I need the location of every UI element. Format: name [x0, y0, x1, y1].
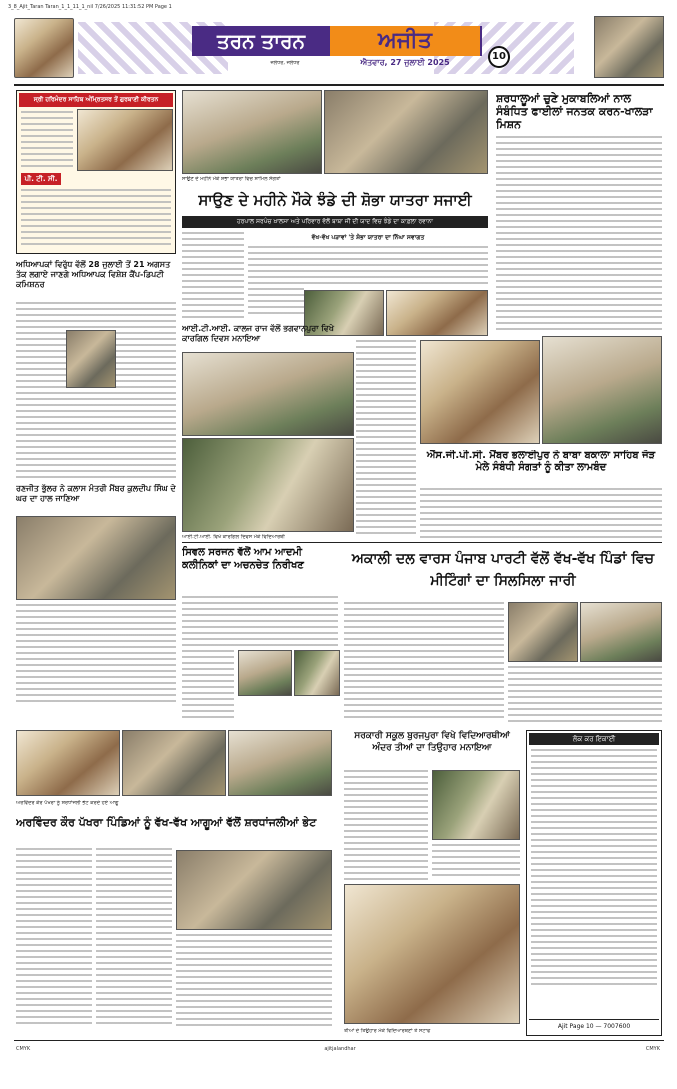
akali-photo-1	[508, 602, 578, 662]
civil-photo-2	[294, 650, 340, 696]
school-headline: ਸਰਕਾਰੀ ਸਕੂਲ ਬੁਰਜਪੁਰਾ ਵਿਖੇ ਵਿਦਿਆਰਥੀਆਂ ਅੰਦਰ ਤੀਆਂ ਦਾ ਤਿਉਹਾਰ ਮਨਾਇਆ	[354, 731, 510, 753]
golden-temple-image	[77, 109, 173, 171]
school-photo-2	[344, 884, 520, 1024]
lok-ad-header: ਲੋਕ ਕਰ ਇਕਾਈ	[529, 733, 659, 745]
akali-story-text-b	[508, 666, 662, 722]
footer-rule	[14, 1040, 664, 1041]
lok-ad	[526, 730, 662, 1036]
footer-right: CMYK	[645, 1046, 660, 1052]
tribute-headline: ਅਰਵਿੰਦਰ ਕੌਰ ਪੱਖਰਾ ਪਿੰਡਿਆਂ ਨੂੰ ਵੱਖ-ਵੱਖ ਆਗੂਆਂ ਵੱਲੋਂ ਸ਼ਰਧਾਂਜਲੀਆਂ ਭੇਟ	[16, 816, 317, 829]
tribute-story-text-a	[16, 848, 92, 1024]
main-story-text-b	[248, 246, 488, 286]
gurbani-ad-text	[21, 111, 73, 171]
left-headline-1: ਅਧਿਆਪਕਾਂ ਵਿਰੁੱਧ ਵੱਲੋਂ 28 ਜੁਲਾਈ ਤੋਂ 21 ਅਗਸਤ ਤੱਕ ਲਗਾਏ ਜਾਣਗੇ ਅਧਿਆਪਕ ਵਿਸ਼ੇਸ਼ ਕੈਂਪ-ਡਿਪਟੀ ਕਮਿਸ਼ਨਰ	[16, 260, 171, 289]
tribute-story-text-b	[96, 848, 172, 1024]
main-story-text-c	[248, 288, 304, 318]
main-kicker: ਵੱਖ-ਵੱਖ ਪੜਾਵਾਂ 'ਤੇ ਸ਼ੋਭਾ ਯਾਤਰਾ ਦਾ ਨਿੱਘਾ ਸਵਾਗਤ	[311, 234, 425, 241]
bhullar-photo	[16, 516, 176, 600]
masthead-date: ਐਤਵਾਰ, 27 ਜੁਲਾਈ 2025	[360, 58, 450, 67]
left-story-2-text	[16, 604, 176, 704]
masthead-title-left: ਤਰਨ ਤਾਰਨ	[216, 29, 306, 53]
footer-left: CMYK	[16, 1046, 31, 1052]
school-photo-1	[432, 770, 520, 840]
footer-center: ajitjalandhar	[324, 1046, 356, 1052]
civil-photo-1	[238, 650, 292, 696]
iti-photo-1	[182, 352, 354, 436]
tribute-caption: ਅਰਵਿੰਦਰ ਕੌਰ ਪੱਖਰਾ ਨੂੰ ਸ਼ਰਧਾਂਜਲੀ ਭੇਟ ਕਰਦੇ ਹੋਏ ਆਗੂ	[16, 800, 119, 806]
iti-story-text	[356, 340, 416, 534]
sgpc-photo-2	[542, 336, 662, 444]
school-story-text-a	[344, 770, 428, 880]
page-number: 10	[488, 46, 510, 68]
civil-story-text	[182, 596, 338, 646]
tribute-story-text-c	[176, 934, 332, 1026]
masthead-title-right: ਅਜੀਤ	[378, 28, 432, 53]
civil-story-text-b	[182, 650, 234, 720]
masthead-left-image	[14, 18, 74, 78]
tribute-photo-2	[122, 730, 226, 796]
mid-rule	[182, 542, 662, 543]
main-story-text-a	[182, 232, 244, 318]
school-story-text-b	[432, 844, 520, 880]
gurbani-ad-sub: ਪੀ. ਟੀ. ਸੀ.	[21, 173, 61, 185]
sgpc-headline: ਐੱਸ.ਜੀ.ਪੀ.ਸੀ. ਮੈਂਬਰ ਭਲਾਈਪੁਰ ਨੇ ਬਾਬਾ ਬਕਾਲਾ ਸਾਹਿਬ ਜੋੜ ਮੇਲੇ ਸੰਬੰਧੀ ਸੰਗਤਾਂ ਨੂੰ ਕੀਤਾ ਲਾਮਬੰਦ	[426, 450, 656, 473]
left-headline-2: ਰਣਜੀਤ ਭੁੱਲਰ ਨੇ ਕਲਾਸ ਮੰਤਰੀ ਮੈਂਬਰ ਕੁਲਦੀਪ ਸਿੰਘ ਦੇ ਘਰ ਦਾ ਹਾਲ ਜਾਣਿਆ	[16, 484, 176, 503]
akali-headline: ਅਕਾਲੀ ਦਲ ਵਾਰਸ ਪੰਜਾਬ ਪਾਰਟੀ ਵੱਲੋਂ ਵੱਖ-ਵੱਖ ਪਿੰਡਾਂ ਵਿਚ ਮੀਟਿੰਗਾਂ ਦਾ ਸਿਲਸਿਲਾ ਜਾਰੀ	[351, 551, 655, 589]
iti-caption: ਆਈ.ਟੀ.ਆਈ. ਵਿਖੇ ਕਾਰਗਿਲ ਦਿਵਸ ਮੌਕੇ ਵਿਦਿਆਰਥੀ	[182, 534, 285, 540]
procession-photo-1	[182, 90, 322, 174]
print-strip: 3_8_Ajit_Taran Taran_1_1_11_1_nil 7/26/2025 11:31:52 PM Page 1	[8, 4, 172, 10]
sgpc-story-text	[420, 488, 662, 538]
akali-story-text-a	[344, 602, 504, 722]
right-top-text	[496, 136, 662, 332]
masthead-rule	[14, 84, 664, 86]
left-story-1-text	[16, 302, 176, 478]
main-headline: ਸਾਉਣ ਦੇ ਮਹੀਨੇ ਮੌਕੇ ਝੰਡੇ ਦੀ ਸ਼ੋਭਾ ਯਾਤਰਾ ਸਜਾਈ	[198, 191, 472, 209]
tribute-photo-1	[16, 730, 120, 796]
tribute-photo-3	[228, 730, 332, 796]
right-top-headline: ਸ਼ਰਧਾਲੂਆਂ ਚੁਣੇ ਮੁਕਾਬਲਿਆਂ ਨਾਲ ਸੰਬੰਧਿਤ ਫਾਈਲਾਂ ਜਨਤਕ ਕਰਨ-ਖਾਲੜਾ ਮਿਸ਼ਨ	[496, 92, 653, 131]
iti-headline: ਆਈ.ਟੀ.ਆਈ. ਕਾਲਜ ਰਾਜ ਵੱਲੋਂ ਭਗਵਾਨਪੁਰਾ ਵਿਖੇ ਕਾਰਗਿਲ ਦਿਵਸ ਮਨਾਇਆ	[182, 324, 334, 343]
main-subhead: ਹਰਪਾਲ ਸਰਪੰਚ ਖ਼ਾਲਸਾ ਅਤੇ ਪਰਿਵਾਰ ਵੱਲੋਂ ਬਾਬਾ ਜੀ ਦੀ ਯਾਦ ਵਿਚ ਝੰਡੇ ਦਾ ਕਾਫ਼ਲਾ ਰਵਾਨਾ	[182, 216, 488, 228]
masthead	[14, 14, 664, 84]
lok-ad-footer: Ajit Page 10 — 7007600	[529, 1019, 659, 1033]
gurbani-ad-header: ਸ੍ਰੀ ਹਰਿਮੰਦਰ ਸਾਹਿਬ ਅੰਮ੍ਰਿਤਸਰ ਤੋਂ ਗੁਰਬਾਣੀ ਕੀਰਤਨ	[19, 93, 173, 107]
school-caption: ਤੀਆਂ ਦੇ ਤਿਉਹਾਰ ਮੌਕੇ ਵਿਦਿਆਰਥਣਾਂ ਤੇ ਸਟਾਫ	[344, 1028, 431, 1034]
akali-photo-2	[580, 602, 662, 662]
sgpc-photo-1	[420, 340, 540, 444]
procession-photo-4	[386, 290, 488, 336]
masthead-right-image	[594, 16, 664, 78]
tribute-photo-4	[176, 850, 332, 930]
gurbani-ad	[16, 90, 176, 254]
masthead-sub-left: ਜਲੰਧਰ, ਜਲੰਧਰ	[270, 60, 300, 66]
gurbani-ad-schedule	[21, 189, 171, 249]
top-caption: ਸਾਉਣ ਦੇ ਮਹੀਨੇ ਮੌਕੇ ਸ਼ੋਭਾ ਯਾਤਰਾ ਵਿਚ ਸ਼ਾਮਿਲ ਸੰਗਤਾਂ	[182, 176, 281, 182]
lok-ad-body	[531, 749, 657, 985]
procession-photo-2	[324, 90, 488, 174]
civil-headline: ਸਿਵਲ ਸਰਜਨ ਵੱਲੋਂ ਆਮ ਆਦਮੀ ਕਲੀਨਿਕਾਂ ਦਾ ਅਚਨਚੇਤ ਨਿਰੀਖਣ	[182, 547, 304, 571]
iti-photo-2	[182, 438, 354, 532]
deputy-commissioner-photo	[66, 330, 116, 388]
